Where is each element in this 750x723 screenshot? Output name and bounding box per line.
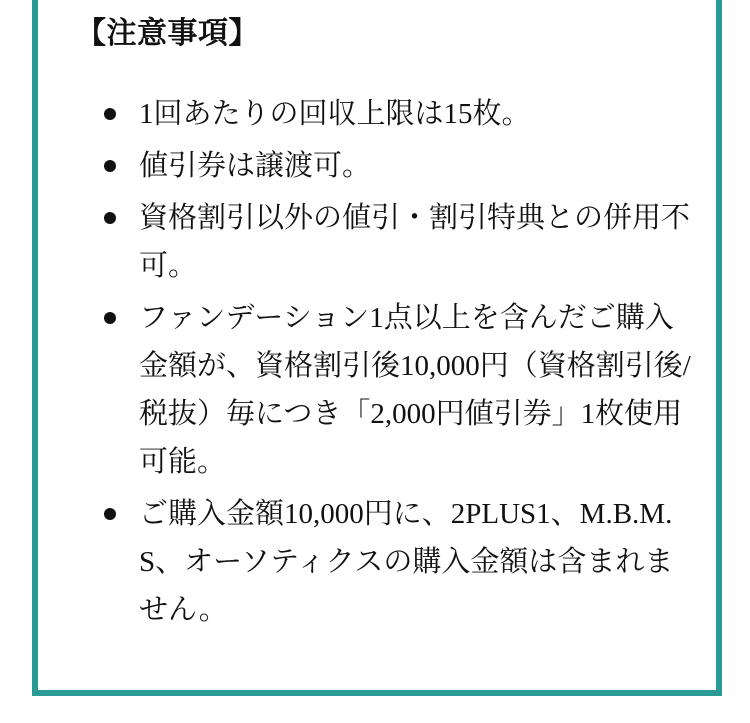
notice-item-no-combination — [38, 194, 698, 290]
bullet-icon — [104, 508, 116, 520]
bullet-icon — [104, 312, 116, 324]
notice-item-transferable — [38, 142, 698, 190]
notice-heading: 【注意事項】 — [76, 17, 259, 50]
notice-item-excluded-brands — [38, 490, 698, 634]
bullet-icon — [104, 160, 116, 172]
bullet-icon — [104, 212, 116, 224]
notice-item-text: 値引券は譲渡可。 — [139, 150, 372, 182]
notice-item-text: 1回あたりの回収上限は15枚。 — [139, 98, 531, 130]
notice-item-upper-limit — [38, 90, 698, 138]
notice-list — [38, 90, 698, 638]
notice-item-text: ご購入金額10,000円に、2PLUS1、M.B.M.S、オーソティクスの購入金額は含まれません。 — [139, 498, 674, 626]
notice-box — [32, 0, 722, 696]
notice-item-text: ファンデーション1点以上を含んだご購入金額が、資格割引後10,000円（資格割引後/税抜）毎につき「2,000円値引券」1枚使用可能。 — [139, 302, 691, 478]
notice-item-foundation-condition — [38, 294, 698, 486]
notice-item-text: 資格割引以外の値引・割引特典との併用不可。 — [139, 202, 691, 282]
bullet-icon — [104, 108, 116, 120]
